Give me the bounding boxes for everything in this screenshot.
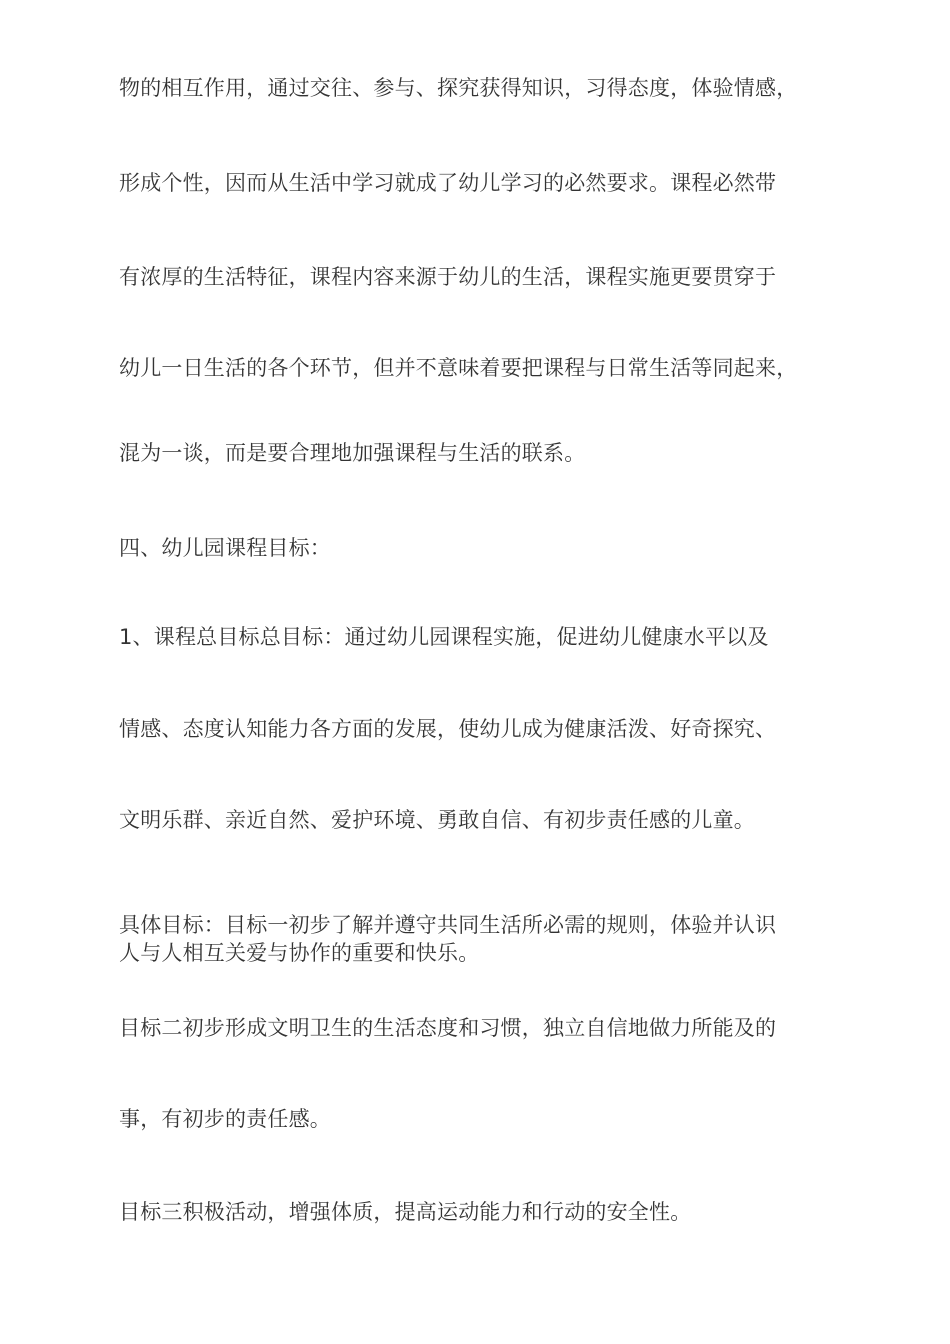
paragraph-line: 混为一谈，而是要合理地加强课程与生活的联系。 — [119, 441, 586, 465]
paragraph-line: 具体目标：目标一初步了解并遵守共同生活所必需的规则，体验并认识 — [119, 913, 777, 937]
section-heading: 四、幼儿园课程目标： — [119, 536, 331, 560]
paragraph-line: 文明乐群、亲近自然、爱护环境、勇敢自信、有初步责任感的儿童。 — [119, 808, 755, 832]
paragraph-line: 目标三积极活动，增强体质，提高运动能力和行动的安全性。 — [119, 1200, 692, 1224]
paragraph-line: 有浓厚的生活特征，课程内容来源于幼儿的生活，课程实施更要贯穿于 — [119, 265, 777, 289]
paragraph-line: 事，有初步的责任感。 — [119, 1107, 331, 1131]
paragraph-line: 1、课程总目标总目标：通过幼儿园课程实施，促进幼儿健康水平以及 — [119, 625, 769, 649]
paragraph-line: 人与人相互关爱与协作的重要和快乐。 — [119, 941, 480, 965]
paragraph-line: 幼儿一日生活的各个环节，但并不意味着要把课程与日常生活等同起来， — [119, 356, 798, 380]
paragraph-line: 目标二初步形成文明卫生的生活态度和习惯，独立自信地做力所能及的 — [119, 1016, 777, 1040]
paragraph-line: 情感、态度认知能力各方面的发展，使幼儿成为健康活泼、好奇探究、 — [119, 717, 777, 741]
paragraph-line: 形成个性，因而从生活中学习就成了幼儿学习的必然要求。课程必然带 — [119, 171, 777, 195]
paragraph-line: 物的相互作用，通过交往、参与、探究获得知识，习得态度，体验情感， — [119, 76, 798, 100]
